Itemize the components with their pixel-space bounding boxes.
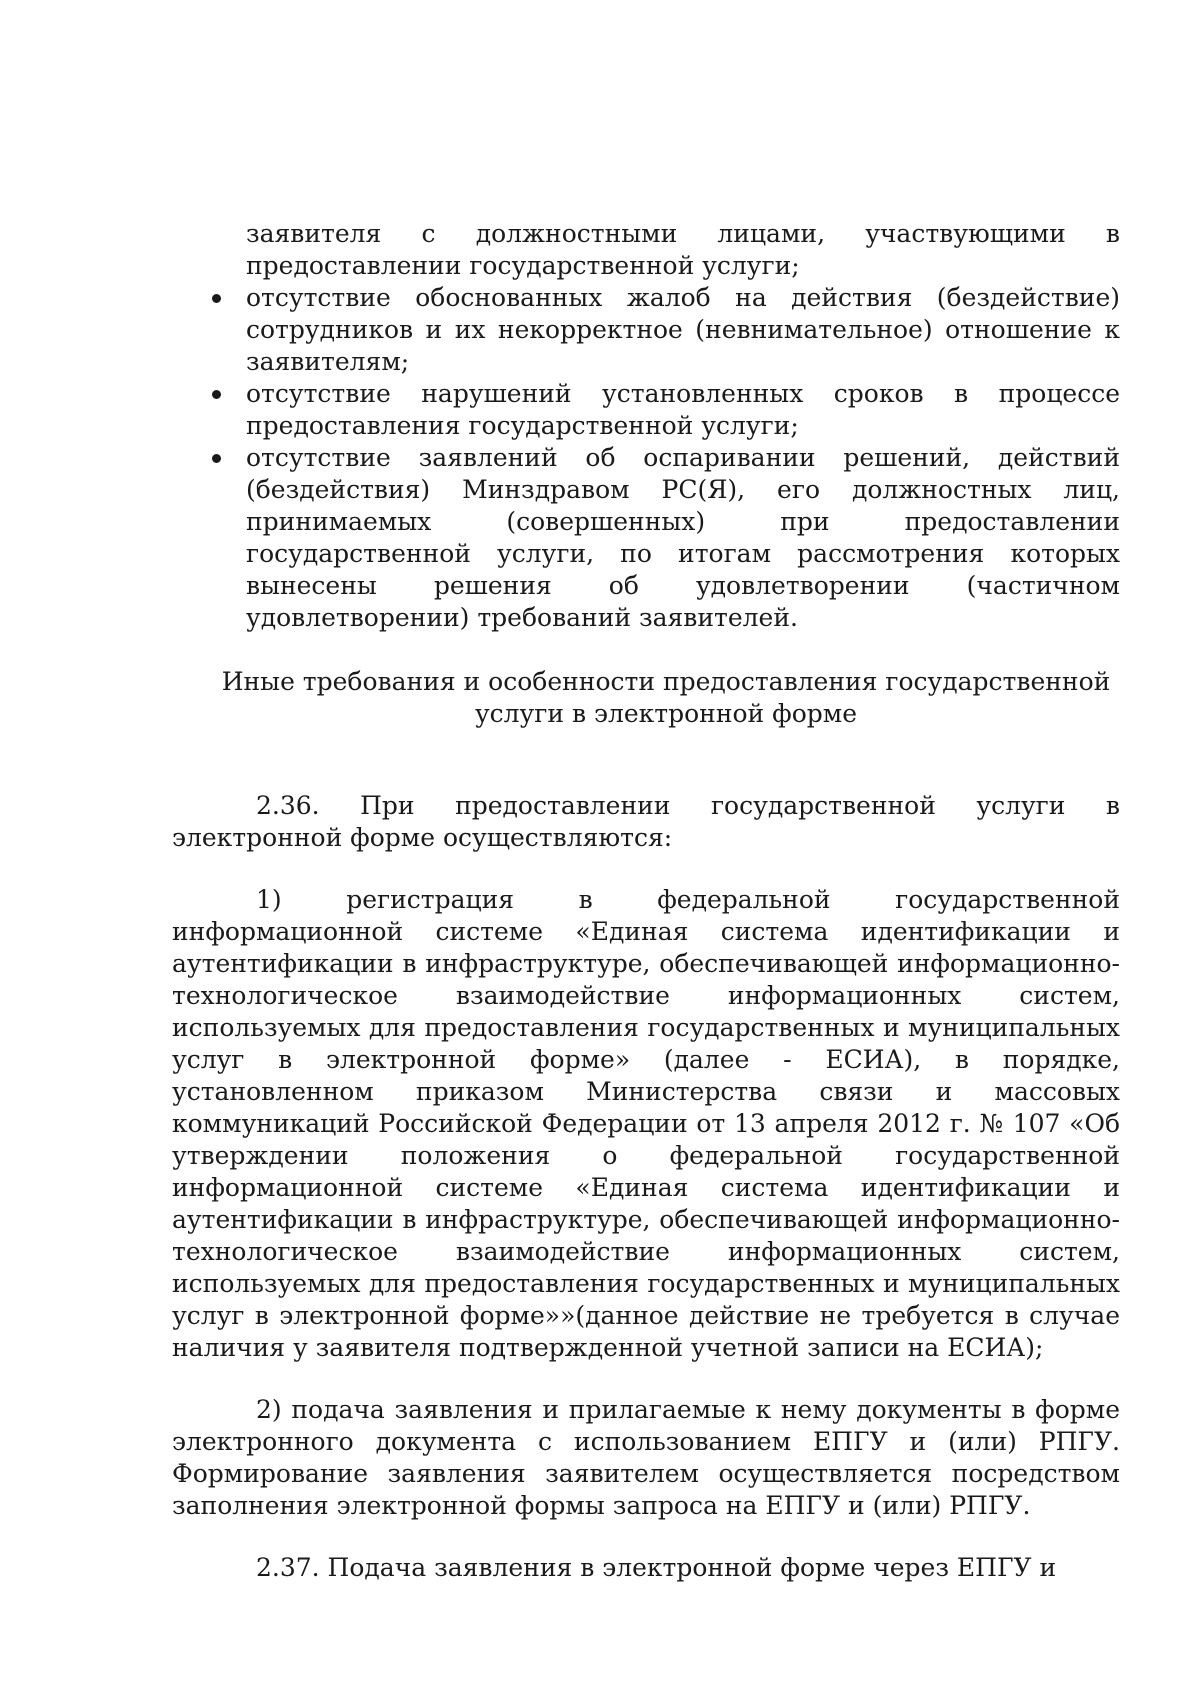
bullet-text: отсутствие обоснованных жалоб на действия (бездействие) сотрудников и их некорректное (невнимательное) отношение к заявителям; [246,283,1120,376]
paragraph-2-36: 2.36. При предоставлении государственной услуги в электронной форме осуществляются: [172,791,1120,852]
continuation-text: заявителя с должностными лицами, участвующими в предоставлении государственной услуги; [246,219,1120,280]
paragraph-item-2: 2) подача заявления и прилагаемые к нему документы в форме электронного документа с использованием ЕПГУ и (или) РПГУ. Формирование заявления заявителем осуществляется посредством заполнения электронной формы запроса на ЕПГУ и (или) РПГУ. [172,1395,1120,1520]
paragraph-item-1: 1) регистрация в федеральной государственной информационной системе «Единая система идентификации и аутентификации в инфраструктуре, обеспечивающей информационно-технологическое взаимодействие информационных систем, используемых для предоставления государственных и муниципальных услуг в электронной форме» (далее - ЕСИА), в порядке, установленном приказом Министерства связи и массовых коммуникаций Российской Федерации от 13 апреля 2012 г. № 107 «Об утверждении положения о федеральной государственной информационной системе «Единая система идентификации и аутентификации в инфраструктуре, обеспечивающей информационно-технологическое взаимодействие информационных систем, используемых для предоставления государственных и муниципальных услуг в электронной форме»»(данное действие не требуется в случае наличия у заявителя подтвержденной учетной записи на ЕСИА); [172,885,1120,1362]
bullet-item [172,282,1120,378]
document-body [172,218,1120,1584]
bullet-item [172,378,1120,442]
bullet-text: отсутствие нарушений установленных сроков в процессе предоставления государственной услуги; [246,379,1120,440]
bullet-icon [212,390,221,399]
bullet-item [172,442,1120,634]
bullet-list [172,282,1120,634]
paragraph-2-37: 2.37. Подача заявления в электронной форме через ЕПГУ и [256,1553,1057,1582]
bullet-icon [212,454,221,463]
section-heading: Иные требования и особенности предоставления государственной услуги в электронной форме [221,667,1111,728]
bullet-text: отсутствие заявлений об оспаривании решений, действий (бездействия) Минздравом РС(Я), его должностных лиц, принимаемых (совершенных) при предоставлении государственной услуги, по итогам рассмотрения которых вынесены решения об удовлетворении (частичном удовлетворении) требований заявителей. [246,443,1120,632]
bullet-icon [212,294,221,303]
